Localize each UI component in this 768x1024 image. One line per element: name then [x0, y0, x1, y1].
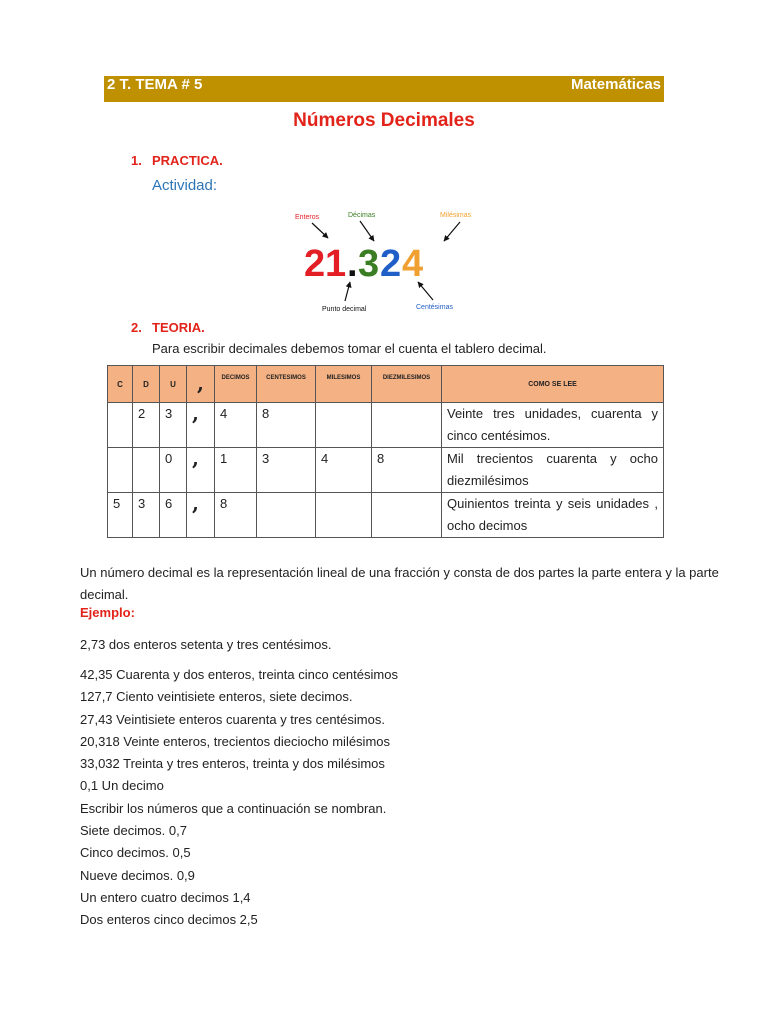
section2-number: 2.	[131, 320, 142, 335]
cell-u: 0	[160, 448, 187, 493]
cell-milesimos	[316, 493, 372, 538]
cell-diezmilesimos	[372, 403, 442, 448]
cell-u: 6	[160, 493, 187, 538]
label-milesimas: Milésimas	[440, 212, 472, 219]
table-row	[108, 448, 664, 493]
header-diezmilesimos: DIEZMILESIMOS	[372, 366, 442, 403]
cell-d: 3	[133, 493, 160, 538]
cell-u: 3	[160, 403, 187, 448]
cell-como-se-lee: Quinientos treinta y seis unidades , ocho decimos	[442, 493, 664, 538]
cell-diezmilesimos	[372, 493, 442, 538]
list-item: 20,318 Veinte enteros, trecientos dieciocho milésimos	[80, 733, 391, 749]
arrow-decimas	[360, 221, 374, 241]
cell-c	[108, 403, 133, 448]
table-header-row	[108, 366, 664, 403]
theory-intro: Para escribir decimales debemos tomar el cuenta el tablero decimal.	[152, 341, 547, 356]
list-item: 27,43 Veintisiete enteros cuarenta y tres centésimos.	[80, 711, 385, 727]
number-digit-2: 1	[325, 243, 347, 285]
cell-como-se-lee: Veinte tres unidades, cuarenta y cinco centésimos.	[442, 403, 664, 448]
cell-centesimos	[257, 493, 316, 538]
cell-milesimos	[316, 403, 372, 448]
table-row	[108, 403, 664, 448]
cell-comma	[187, 493, 215, 538]
cell-centesimos: 3	[257, 448, 316, 493]
number-digit-3: 3	[358, 243, 380, 285]
example-label: Ejemplo:	[80, 605, 135, 620]
header-topic: 2 T. TEMA # 5	[107, 76, 203, 93]
definition-paragraph: Un número decimal es la representación lineal de una fracción y consta de dos partes la parte entera y la parte decimal.	[80, 565, 719, 602]
header-decimos: DECIMOS	[215, 366, 257, 403]
cell-c	[108, 448, 133, 493]
section1-number: 1.	[131, 153, 142, 168]
cell-comma-glyph: ,	[192, 401, 199, 425]
number-digit-1: 2	[304, 243, 326, 285]
arrow-centesimas	[418, 282, 433, 300]
header-como-se-lee: COMO SE LEE	[442, 366, 664, 403]
arrow-milesimas	[444, 222, 460, 241]
list-item: Siete decimos. 0,7	[80, 823, 187, 839]
number-decimal-point: .	[347, 243, 358, 285]
header-subject: Matemáticas	[570, 76, 661, 93]
cell-decimos: 8	[215, 493, 257, 538]
header-bar	[104, 76, 664, 102]
header-milesimos: MILESIMOS	[316, 366, 372, 403]
header-comma-glyph: ,	[197, 371, 204, 395]
list-item: 42,35 Cuarenta y dos enteros, treinta cinco centésimos	[80, 667, 398, 682]
example-first: 2,73 dos enteros setenta y tres centésimos.	[80, 637, 332, 652]
header-d: D	[133, 366, 160, 403]
number-digit-4: 2	[380, 243, 402, 285]
cell-centesimos: 8	[257, 403, 316, 448]
list-item: Nueve decimos. 0,9	[80, 867, 195, 883]
activity-label: Actividad:	[152, 177, 218, 194]
cell-decimos: 1	[215, 448, 257, 493]
list-item: 0,1 Un decimo	[80, 778, 164, 794]
cell-d: 2	[133, 403, 160, 448]
list-item: Escribir los números que a continuación se nombran.	[80, 800, 387, 816]
header-centesimos: CENTESIMOS	[257, 366, 316, 403]
cell-comma	[187, 403, 215, 448]
list-item: 33,032 Treinta y tres enteros, treinta y dos milésimos	[80, 756, 385, 772]
cell-decimos: 4	[215, 403, 257, 448]
label-decimas: Décimas	[348, 212, 376, 219]
header-comma	[187, 366, 215, 403]
cell-d	[133, 448, 160, 493]
decimal-place-table	[107, 365, 664, 538]
cell-milesimos: 4	[316, 448, 372, 493]
cell-comma-glyph: ,	[192, 446, 199, 470]
cell-como-se-lee: Mil trecientos cuarenta y ocho diezmilésimos	[442, 448, 664, 493]
arrow-enteros	[312, 223, 328, 238]
page-title: Números Decimales	[293, 110, 475, 131]
example-list	[80, 664, 398, 932]
label-punto-decimal: Punto decimal	[322, 306, 367, 313]
list-item: Dos enteros cinco decimos 2,5	[80, 912, 258, 928]
header-u: U	[160, 366, 187, 403]
list-item: Un entero cuatro decimos 1,4	[80, 889, 251, 905]
section2-heading: TEORIA.	[152, 320, 205, 335]
list-item: 127,7 Ciento veintisiete enteros, siete decimos.	[80, 689, 353, 705]
header-c: C	[108, 366, 133, 403]
cell-diezmilesimos: 8	[372, 448, 442, 493]
section1-heading: PRACTICA.	[152, 153, 223, 168]
cell-comma-glyph: ,	[192, 491, 199, 515]
table-row	[108, 493, 664, 538]
list-item: Cinco decimos. 0,5	[80, 845, 191, 861]
decimal-diagram	[290, 204, 480, 318]
label-centesimas: Centésimas	[416, 304, 453, 311]
label-enteros: Enteros	[295, 214, 320, 221]
cell-comma	[187, 448, 215, 493]
number-digit-5: 4	[402, 243, 424, 285]
cell-c: 5	[108, 493, 133, 538]
